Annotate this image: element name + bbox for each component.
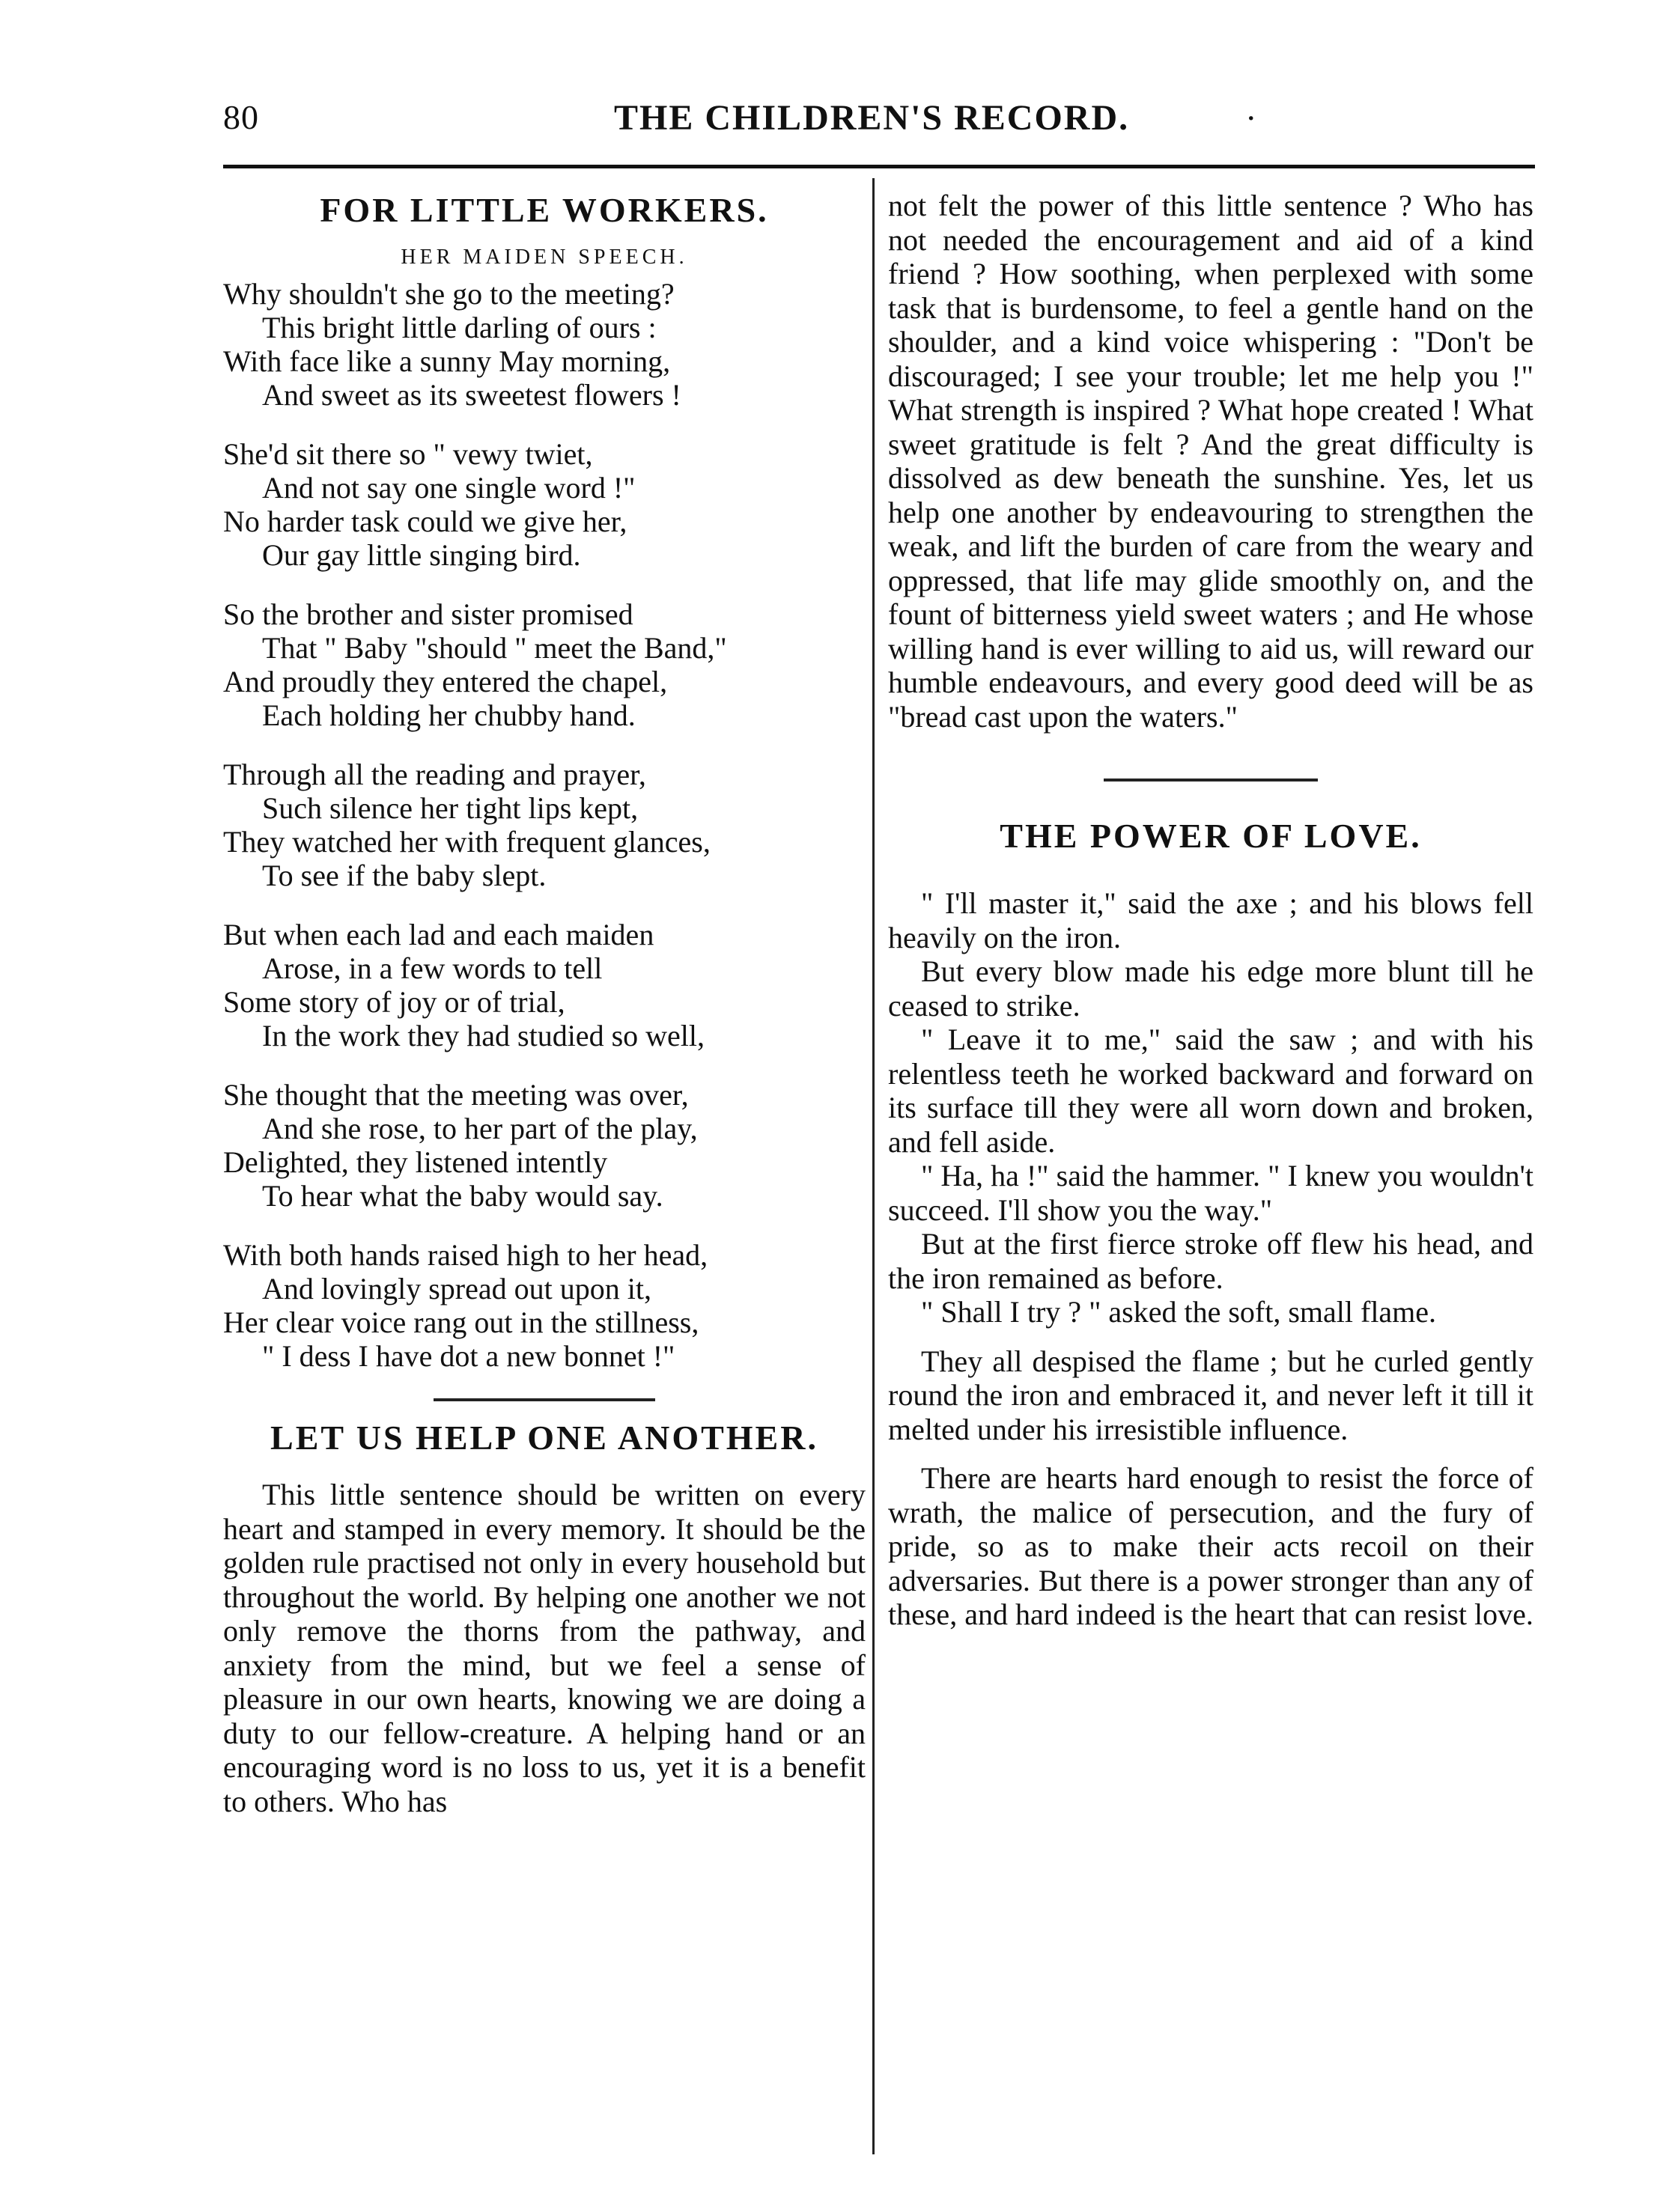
poem-stanza	[223, 1238, 866, 1373]
verse-line: Her clear voice rang out in the stillness,	[223, 1305, 699, 1339]
poem-subheading: HER MAIDEN SPEECH.	[401, 246, 688, 269]
verse-line: She'd sit there so " vewy twiet,	[223, 437, 593, 471]
poem-stanza	[223, 918, 866, 1052]
section-heading-help-one-another: LET US HELP ONE ANOTHER.	[270, 1419, 818, 1457]
poem-stanza	[223, 437, 866, 572]
column-divider	[872, 178, 875, 2154]
verse-line: Delighted, they listened intently	[223, 1145, 608, 1179]
section-heading-power-of-love: THE POWER OF LOVE.	[1000, 817, 1422, 855]
header-dot: .	[1247, 89, 1256, 127]
poem-stanza	[223, 597, 866, 732]
verse-line: This bright little darling of ours :	[262, 311, 657, 344]
verse-line: And lovingly spread out upon it,	[262, 1272, 651, 1305]
journal-title: THE CHILDREN'S RECORD.	[614, 98, 1130, 138]
verse-line: Each holding her chubby hand.	[262, 698, 636, 732]
article-paragraph-continued: not felt the power of this little sentence ? Who has not needed the encouragement and aid of a kind friend ? How soothing, when perplexed with some task that is burdensome, to feel a gentle hand on the shoulder, and a kind voice whispering : "Don't be discouraged; I see your trouble; let me help you !" What strength is inspired ? What hope created ! What sweet gratitude is felt ? And the great difficulty is dissolved as dew beneath the sunshine. Yes, let us help one another by endeavouring to strengthen the weak, and lift the burden of care from the weary and oppressed, that life may glide smoothly on, and the fount of bitterness yield sweet waters ; and He whose willing hand is ever willing to aid us, will reward our humble endeavours, and every good deed will be as "bread cast upon the waters."	[888, 189, 1533, 734]
verse-line: And not say one single word !"	[262, 471, 636, 505]
verse-line: Arose, in a few words to tell	[262, 951, 603, 985]
poem-stanza	[223, 758, 866, 892]
verse-line: Why shouldn't she go to the meeting?	[223, 277, 675, 311]
verse-line: They watched her with frequent glances,	[223, 825, 711, 859]
story-paragraph: " Leave it to me," said the saw ; and with his relentless teeth he worked backward and forward on its surface till they were all worn down and broken, and fell aside.	[888, 1023, 1533, 1159]
verse-line: In the work they had studied so well,	[262, 1019, 705, 1052]
story-paragraph: They all despised the flame ; but he curled gently round the iron and embraced it, and never left it till it melted under his irresistible influence.	[888, 1344, 1533, 1446]
verse-line: Such silence her tight lips kept,	[262, 791, 639, 825]
verse-line: With face like a sunny May morning,	[223, 344, 671, 378]
verse-line: To see if the baby slept.	[262, 859, 547, 892]
verse-line: Our gay little singing bird.	[262, 538, 581, 572]
verse-line: And she rose, to her part of the play,	[262, 1112, 698, 1145]
verse-line: To hear what the baby would say.	[262, 1179, 663, 1213]
verse-line: With both hands raised high to her head,	[223, 1238, 708, 1272]
story-paragraph: There are hearts hard enough to resist the force of wrath, the malice of persecution, and the fury of pride, so as to make their acts recoil on their adversaries. But there is a power stronger than any of these, and hard indeed is the heart that can resist love.	[888, 1461, 1533, 1631]
page-header	[0, 0, 1675, 157]
verse-line: She thought that the meeting was over,	[223, 1078, 689, 1112]
verse-line: Through all the reading and prayer,	[223, 758, 646, 791]
verse-line: But when each lad and each maiden	[223, 918, 654, 951]
verse-line: Some story of joy or of trial,	[223, 985, 565, 1019]
verse-line: And sweet as its sweetest flowers !	[262, 378, 681, 412]
story-paragraph: " I'll master it," said the axe ; and his blows fell heavily on the iron.	[888, 886, 1533, 954]
page-number: 80	[223, 98, 259, 136]
verse-line: " I dess I have dot a new bonnet !"	[262, 1339, 675, 1373]
article-paragraph: This little sentence should be written on every heart and stamped in every memory. It should be the golden rule practised not only in every household but throughout the world. By helping one another we not only remove the thorns from the pathway, and anxiety from the mind, but we feel a sense of pleasure in our own hearts, knowing we are doing a duty to our fellow-creature. A helping hand or an encouraging word is no loss to us, yet it is a benefit to others. Who has	[223, 1478, 866, 1818]
section-divider-rule	[1104, 779, 1318, 781]
verse-line: That " Baby "should " meet the Band,"	[262, 631, 727, 665]
story-paragraph: " Shall I try ? " asked the soft, small flame.	[921, 1295, 1437, 1329]
poem-stanza	[223, 277, 866, 412]
header-rule	[223, 165, 1535, 168]
section-heading-little-workers: FOR LITTLE WORKERS.	[320, 191, 769, 229]
verse-line: No harder task could we give her,	[223, 505, 627, 538]
story-paragraph: " Ha, ha !" said the hammer. " I knew you wouldn't succeed. I'll show you the way."	[888, 1159, 1533, 1227]
poem-stanza	[223, 1078, 866, 1213]
section-divider-rule	[434, 1398, 655, 1401]
story-paragraph: But every blow made his edge more blunt till he ceased to strike.	[888, 954, 1533, 1023]
story-paragraph: But at the first fierce stroke off flew his head, and the iron remained as before.	[888, 1227, 1533, 1295]
verse-line: So the brother and sister promised	[223, 597, 633, 631]
right-column	[888, 189, 1533, 1632]
verse-line: And proudly they entered the chapel,	[223, 665, 668, 698]
left-column	[223, 189, 866, 1818]
